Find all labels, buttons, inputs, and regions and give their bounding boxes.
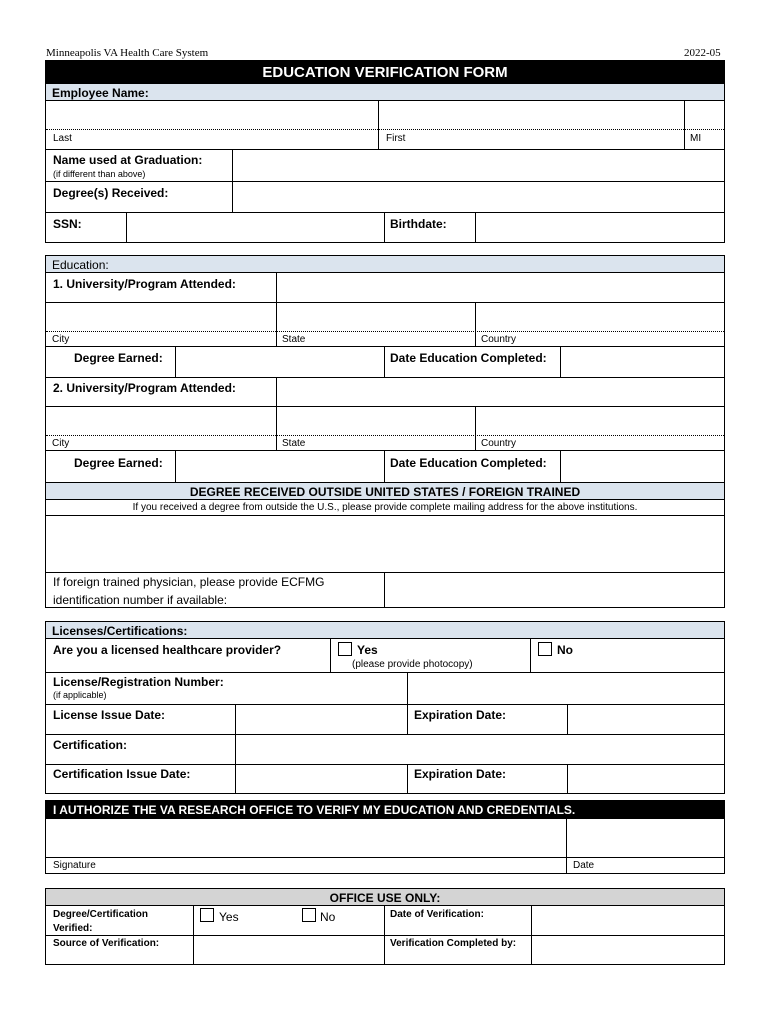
signature-date-input[interactable] [567, 820, 724, 857]
licensed-yes-checkbox[interactable] [338, 642, 352, 656]
verified-yes-label: Yes [219, 910, 239, 924]
date-caption: Date [573, 860, 595, 871]
verified-label-line1: Degree/Certification [53, 909, 149, 920]
degrees-received-label: Degree(s) Received: [53, 186, 169, 200]
last-name-input[interactable] [46, 101, 378, 129]
office-use-title: OFFICE USE ONLY: [329, 891, 441, 905]
education-band [46, 256, 724, 273]
mi-caption: MI [690, 133, 702, 144]
cert-issue-date-label: Certification Issue Date: [53, 767, 191, 781]
license-issue-date-label: License Issue Date: [53, 708, 166, 722]
program1-city-input[interactable] [46, 303, 276, 331]
licensed-yes-note: (please provide photocopy) [352, 659, 473, 670]
licensed-question: Are you a licensed healthcare provider? [53, 643, 282, 657]
licenses-band [46, 622, 724, 639]
country-caption-1: Country [481, 334, 517, 345]
completed-by-label: Verification Completed by: [390, 938, 517, 949]
middle-initial-input[interactable] [684, 101, 724, 129]
signature-caption: Signature [53, 860, 96, 871]
ssn-label: SSN: [53, 217, 82, 231]
grad-name-note: (if different than above) [53, 169, 146, 179]
foreign-title: DEGREE RECEIVED OUTSIDE UNITED STATES / FOREIGN TRAINED [189, 485, 581, 499]
form-title: EDUCATION VERIFICATION FORM [262, 64, 508, 81]
authorization-statement: I AUTHORIZE THE VA RESEARCH OFFICE TO VERIFY MY EDUCATION AND CREDENTIALS. [53, 803, 576, 817]
source-verification-label: Source of Verification: [53, 938, 160, 949]
form-title-bar [45, 60, 725, 84]
grad-name-input[interactable] [233, 150, 724, 181]
birthdate-input[interactable] [476, 213, 724, 242]
program2-city-input[interactable] [46, 407, 276, 435]
completed-by-input[interactable] [532, 936, 724, 964]
reg-number-label: License/Registration Number: [53, 675, 224, 689]
verified-no-checkbox[interactable] [302, 908, 316, 922]
birthdate-label: Birthdate: [390, 217, 447, 231]
education-label: Education: [52, 258, 109, 272]
degree-earned-input-1[interactable] [176, 347, 384, 377]
first-name-input[interactable] [378, 101, 684, 129]
foreign-note: If you received a degree from outside the U.S., please provide complete mailing address for the above institutions. [132, 502, 638, 513]
state-caption-1: State [282, 334, 306, 345]
reg-number-input[interactable] [408, 673, 724, 704]
authorization-bar [45, 800, 725, 819]
date-completed-label-1: Date Education Completed: [390, 351, 547, 365]
date-completed-input-1[interactable] [561, 347, 724, 377]
program1-state-input[interactable] [277, 303, 475, 331]
foreign-address-input[interactable] [46, 516, 724, 572]
ecfmg-label-line2: identification number if available: [53, 593, 228, 607]
form-version: 2022-05 [684, 47, 721, 59]
license-expiration-input[interactable] [568, 705, 724, 734]
first-caption: First [386, 133, 406, 144]
signature-input[interactable] [46, 820, 566, 857]
ecfmg-input[interactable] [385, 573, 724, 607]
verified-yes-checkbox[interactable] [200, 908, 214, 922]
program1-label: 1. University/Program Attended: [53, 277, 236, 291]
last-caption: Last [53, 133, 72, 144]
program1-country-input[interactable] [476, 303, 724, 331]
employee-name-label: Employee Name: [52, 86, 149, 100]
verified-label-line2: Verified: [53, 923, 93, 934]
foreign-band [46, 483, 724, 500]
program2-country-input[interactable] [476, 407, 724, 435]
program2-input[interactable] [277, 378, 724, 406]
licenses-label: Licenses/Certifications: [52, 624, 188, 638]
degree-earned-label-1: Degree Earned: [74, 351, 163, 365]
cert-issue-date-input[interactable] [236, 765, 407, 793]
country-caption-2: Country [481, 438, 517, 449]
city-caption-1: City [52, 334, 70, 345]
source-verification-input[interactable] [194, 936, 384, 964]
ecfmg-label-line1: If foreign trained physician, please provide ECFMG [53, 575, 325, 589]
reg-number-note: (if applicable) [53, 690, 107, 700]
licensed-yes-label: Yes [357, 643, 378, 657]
grad-name-label: Name used at Graduation: [53, 153, 203, 167]
licensed-no-label: No [557, 643, 573, 657]
program2-label: 2. University/Program Attended: [53, 381, 236, 395]
degree-earned-label-2: Degree Earned: [74, 456, 163, 470]
cert-expiration-label: Expiration Date: [414, 767, 507, 781]
license-issue-date-input[interactable] [236, 705, 407, 734]
program1-input[interactable] [277, 274, 724, 302]
cert-expiration-input[interactable] [568, 765, 724, 793]
licensed-no-checkbox[interactable] [538, 642, 552, 656]
date-completed-label-2: Date Education Completed: [390, 456, 547, 470]
city-caption-2: City [52, 438, 70, 449]
date-verification-label: Date of Verification: [390, 909, 484, 920]
date-completed-input-2[interactable] [561, 451, 724, 482]
certification-label: Certification: [53, 738, 128, 752]
state-caption-2: State [282, 438, 306, 449]
certification-input[interactable] [236, 735, 724, 764]
degrees-received-input[interactable] [233, 182, 724, 212]
employee-name-band [46, 84, 724, 101]
degree-earned-input-2[interactable] [176, 451, 384, 482]
date-verification-input[interactable] [532, 907, 724, 935]
office-use-band [46, 889, 724, 906]
program2-state-input[interactable] [277, 407, 475, 435]
verified-no-label: No [320, 910, 336, 924]
org-name: Minneapolis VA Health Care System [46, 47, 209, 59]
license-expiration-label: Expiration Date: [414, 708, 507, 722]
ssn-input[interactable] [127, 213, 384, 242]
